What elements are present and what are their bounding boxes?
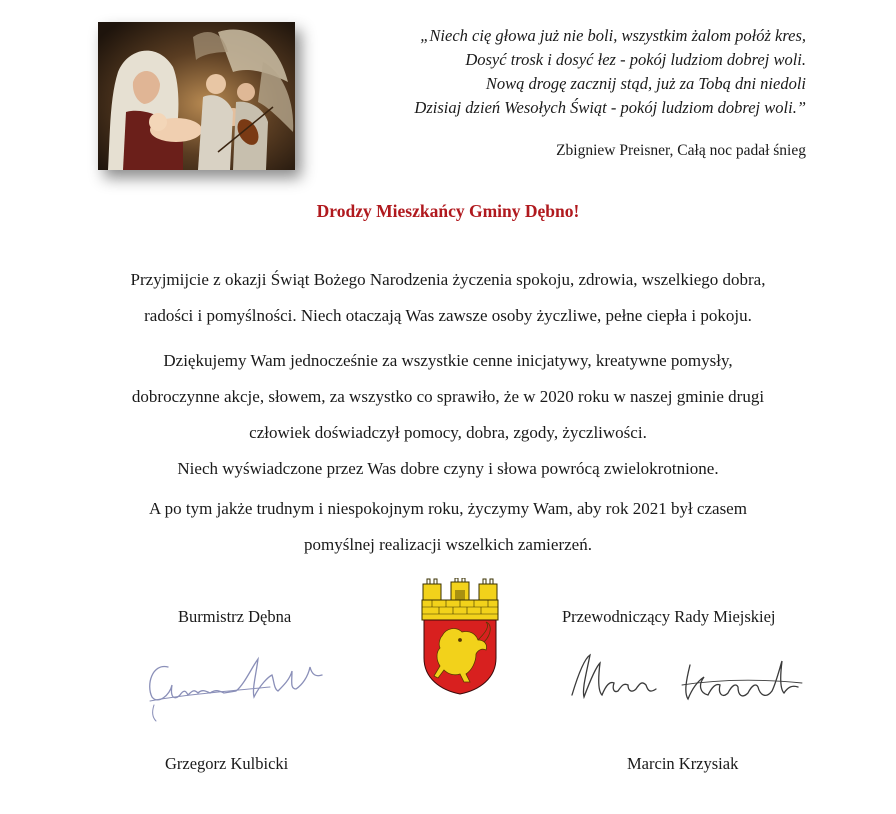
right-signatory-name: Marcin Krzysiak — [627, 754, 739, 773]
left-signatory-name: Grzegorz Kulbicki — [165, 754, 289, 773]
paragraph-line: A po tym jakże trudnym i niespokojnym roku, życzymy Wam, aby rok 2021 był czasem — [149, 499, 747, 518]
quote-line: Nową drogę zacznij stąd, już za Tobą dni niedoli — [485, 74, 806, 93]
quote-author: Zbigniew Preisner, Całą noc padał śnieg — [556, 142, 806, 159]
paragraph-new-year — [60, 491, 836, 563]
quote-block — [286, 24, 806, 120]
paragraph-line: Przyjmijcie z okazji Świąt Bożego Narodzenia życzenia spokoju, zdrowia, wszelkiego dobra, — [130, 270, 766, 289]
left-signature — [140, 645, 330, 730]
nativity-angels-painting — [98, 22, 295, 170]
paragraph-line: Dziękujemy Wam jednocześnie za wszystkie cenne inicjatywy, kreatywne pomysły, — [163, 351, 733, 370]
paragraph-thanks — [60, 343, 836, 487]
paragraph-line: pomyślnej realizacji wszelkich zamierzeń. — [304, 535, 592, 554]
greeting-heading: Drodzy Mieszkańcy Gminy Dębno! — [316, 201, 580, 221]
quote-line: „Niech cię głowa już nie boli, wszystkim żalom połóż kres, — [420, 26, 806, 45]
paragraph-line: dobroczynne akcje, słowem, za wszystko co sprawiło, że w 2020 roku w naszej gminie drugi — [131, 387, 765, 406]
paragraph-line: radości i pomyślności. Niech otaczają Was zawsze osoby życzliwe, pełne ciepła i pokoju. — [144, 306, 752, 325]
paragraph-line: człowiek doświadczył pomocy, dobra, zgody, życzliwości. — [249, 423, 647, 442]
right-signature — [562, 645, 812, 720]
quote-line: Dzisiaj dzień Wesołych Świąt - pokój ludziom dobrej woli.” — [414, 98, 806, 117]
debno-coat-of-arms-icon — [420, 578, 500, 701]
paragraph-line: Niech wyświadczone przez Was dobre czyny i słowa powrócą zwielokrotnione. — [177, 459, 719, 478]
left-signatory-title: Burmistrz Dębna — [178, 607, 292, 626]
paragraph-wishes — [60, 262, 836, 334]
quote-line: Dosyć trosk i dosyć łez - pokój ludziom dobrej woli. — [465, 50, 806, 69]
right-signatory-title: Przewodniczący Rady Miejskiej — [562, 607, 776, 626]
